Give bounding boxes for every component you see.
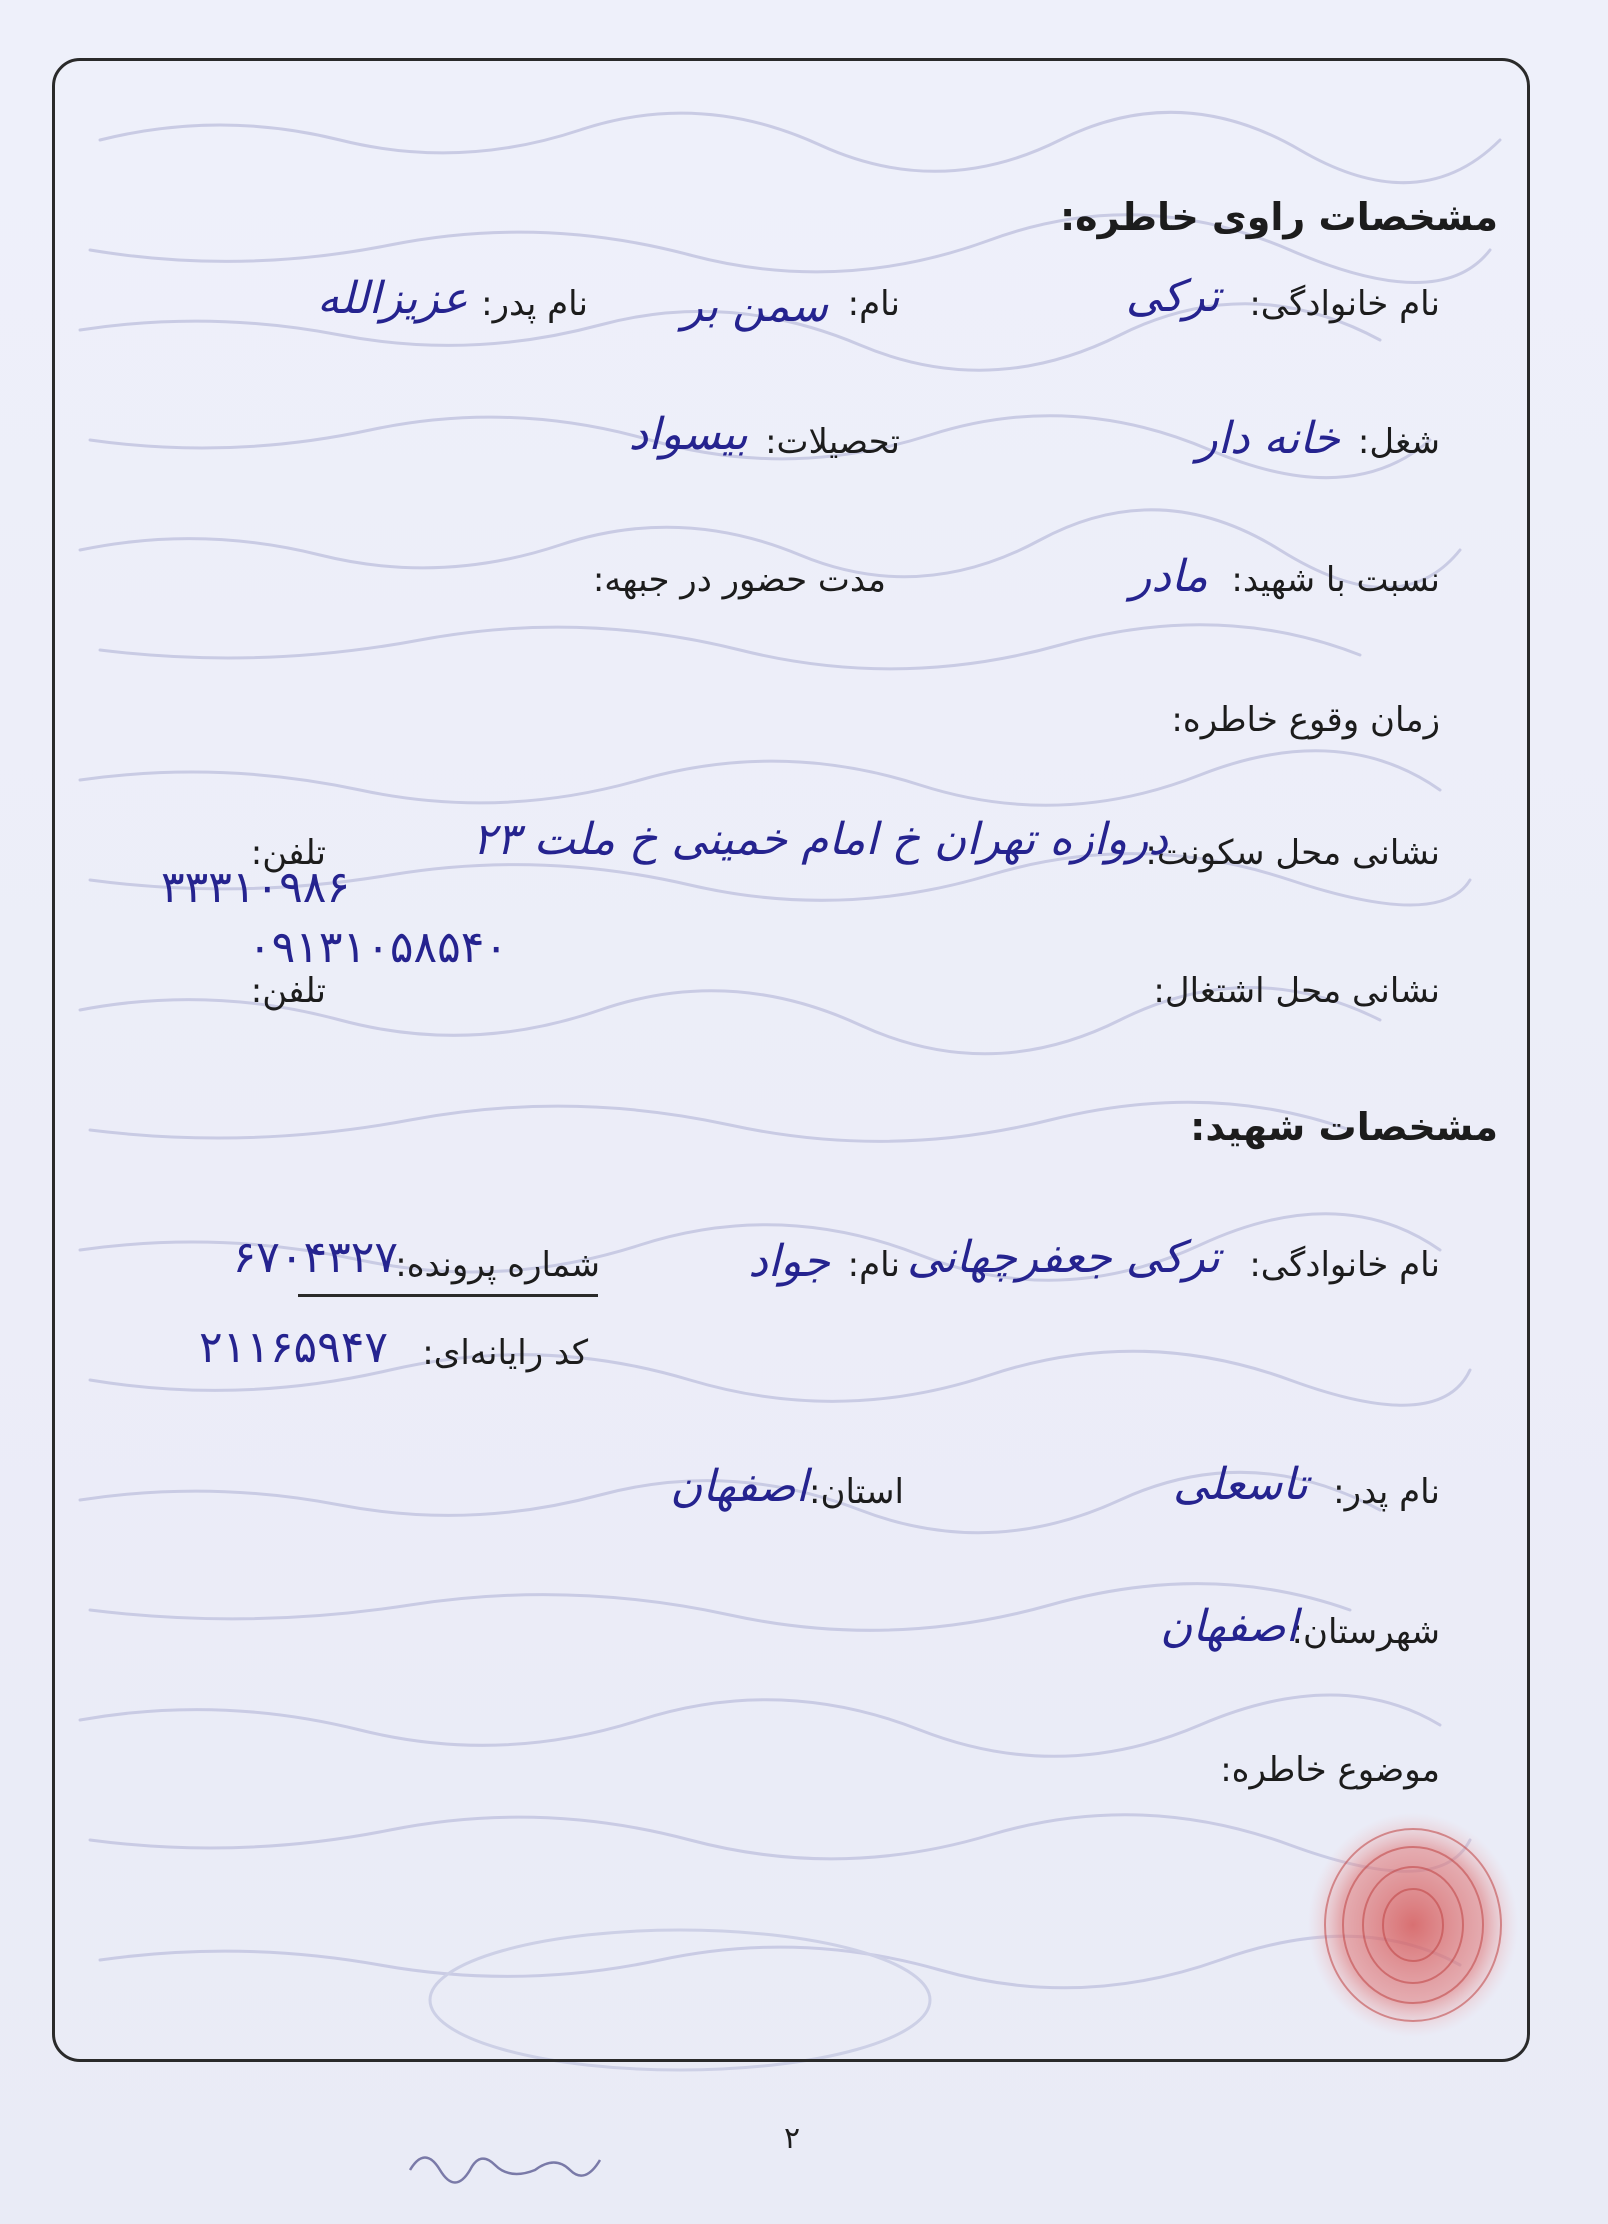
narrator-relation-label: نسبت با شهید: [1231, 560, 1440, 600]
martyr-subject-label: موضوع خاطره: [1220, 1750, 1440, 1790]
fingerprint-stamp [1298, 1810, 1528, 2040]
martyr-file-value: ۶۷۰۴۳۲۷ [232, 1232, 398, 1283]
martyr-province-label: استان: [809, 1472, 904, 1512]
narrator-phone-label: تلفن: [250, 833, 326, 873]
martyr-code-label: کد رایانه‌ای: [422, 1333, 588, 1373]
narrator-work-address-label: نشانی محل اشتغال: [1153, 971, 1440, 1011]
bottom-scribble [400, 2130, 620, 2190]
narrator-address-label: نشانی محل سکونت: [1145, 833, 1440, 873]
narrator-education-value: بیسواد [628, 409, 748, 460]
narrator-phone-value-1: ۳۳۳۱۰۹۸۶ [160, 862, 350, 913]
narrator-father-value: عزیزالله [317, 273, 468, 324]
narrator-education-label: تحصیلات: [765, 422, 900, 462]
martyr-family-value: ترکی جعفرچهانی [907, 1232, 1220, 1283]
martyr-heading: مشخصات شهید: [1190, 1105, 1498, 1149]
narrator-address-value: دروازه تهران خ امام خمینی خ ملت ۲۳ [472, 814, 1168, 865]
page-number: ۲ [784, 2121, 801, 2156]
narrator-front-label: مدت حضور در جبهه: [592, 560, 886, 600]
narrator-name-label: نام: [847, 284, 900, 324]
file-number-underline [298, 1294, 598, 1297]
narrator-family-value: ترکی [1125, 271, 1220, 322]
martyr-family-label: نام خانوادگی: [1249, 1245, 1440, 1285]
martyr-file-label: شماره پرونده: [395, 1245, 600, 1285]
martyr-father-label: نام پدر: [1333, 1472, 1440, 1512]
narrator-time-label: زمان وقوع خاطره: [1171, 700, 1440, 740]
narrator-job-label: شغل: [1357, 422, 1440, 462]
narrator-heading: مشخصات راوی خاطره: [1059, 195, 1498, 239]
martyr-name-label: نام: [847, 1245, 900, 1285]
narrator-family-label: نام خانوادگی: [1249, 284, 1440, 324]
narrator-relation-value: مادر [1130, 551, 1208, 602]
narrator-father-label: نام پدر: [481, 284, 588, 324]
martyr-code-value: ۲۱۱۶۵۹۴۷ [198, 1322, 388, 1373]
narrator-name-value: سمن بر [681, 281, 828, 332]
martyr-city-label: شهرستان: [1291, 1612, 1440, 1652]
martyr-name-value: جواد [748, 1236, 830, 1287]
martyr-father-value: تاسعلی [1173, 1459, 1308, 1510]
martyr-city-value: اصفهان [1160, 1601, 1298, 1652]
narrator-work-phone-label: تلفن: [250, 971, 326, 1011]
narrator-job-value: خانه دار [1196, 413, 1340, 464]
narrator-phone-value-2: ۰۹۱۳۱۰۵۸۵۴۰ [248, 922, 508, 973]
martyr-province-value: اصفهان [670, 1461, 808, 1512]
